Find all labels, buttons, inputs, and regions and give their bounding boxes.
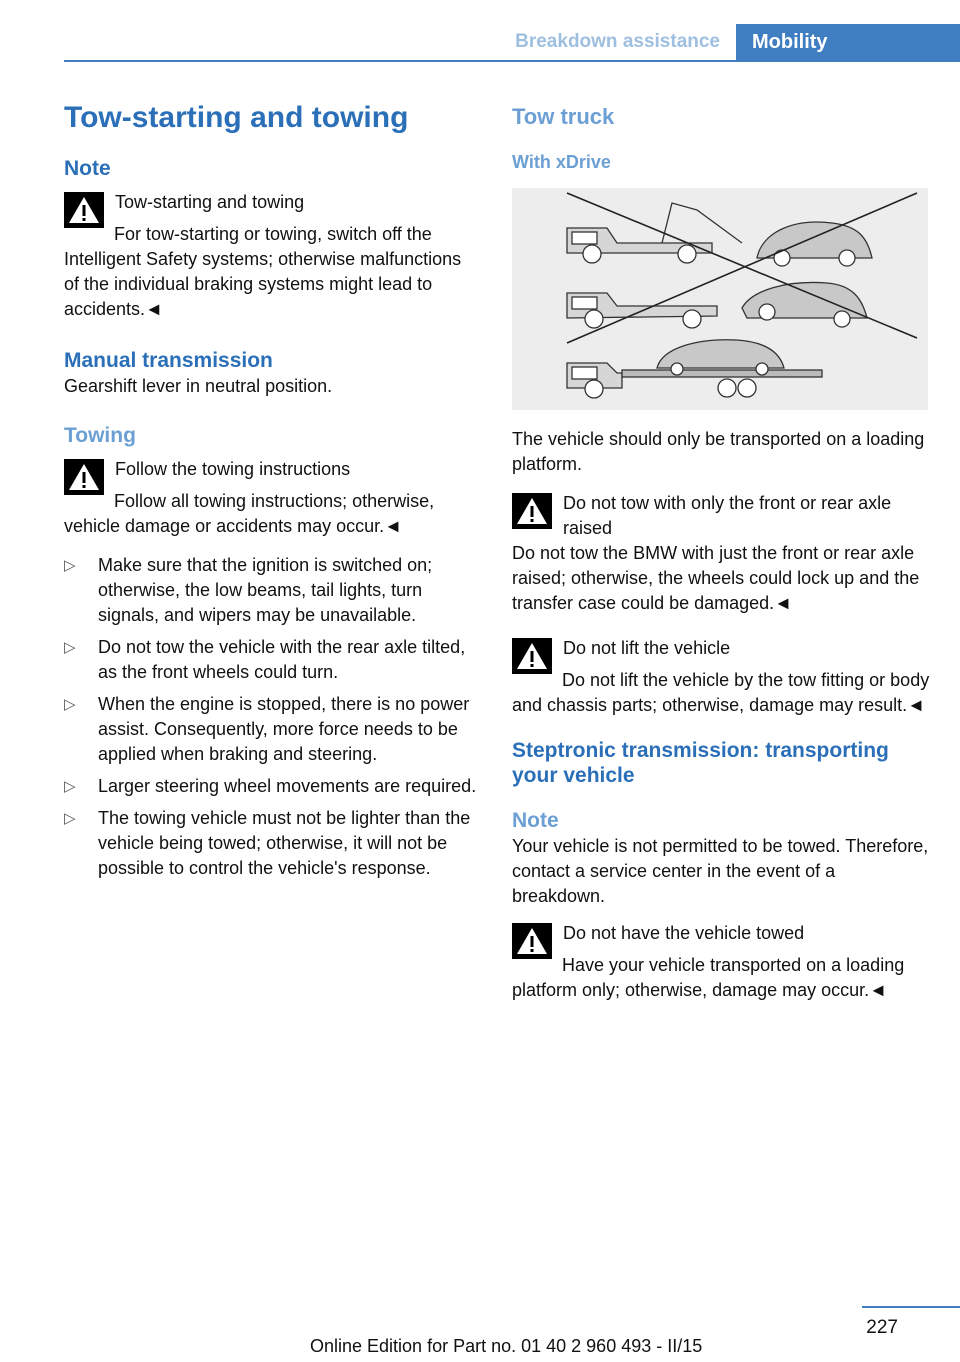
steptronic-note-text: Your vehicle is not permitted to be towed. Therefore, contact a service center in the event of a breakdown. [512,836,929,906]
header-section: Breakdown assistance [515,31,720,52]
towing-heading: Towing [64,424,136,447]
list-item: ▷ The towing vehicle must not be lighter than the vehicle being towed; otherwise, it will not be possible to control the vehicle's response. [64,808,471,878]
warning-body: Do not tow the BMW with just the front or rear axle raised; otherwise, the wheels could lock up and the transfer case could be damaged.◄ [512,543,920,613]
note-heading: Note [64,157,111,180]
warning-icon [512,493,552,529]
steptronic-note-heading: Note [512,809,559,832]
warning-icon [64,192,104,228]
warning-box [64,186,478,322]
warning-body: Do not lift the vehicle by the tow fitting or body and chassis parts; otherwise, damage may result.◄ [512,670,930,715]
header-tab: Mobility [736,24,960,62]
triangle-bullet-icon: ▷ [64,639,76,656]
page-number: 227 [866,1317,898,1338]
platform-text: The vehicle should only be transported on a loading platform. [512,429,925,474]
warning-body: For tow-starting or towing, switch off the Intelligent Safety systems; otherwise malfunctions of the individual braking systems might lead to accidents.◄ [64,224,462,319]
warning-title: Tow-starting and towing [115,192,305,212]
xdrive-subheading: With xDrive [512,152,611,172]
right-column [512,98,932,1003]
warning-icon [512,923,552,959]
triangle-bullet-icon: ▷ [64,696,76,713]
warning-icon [64,459,104,495]
list-item: ▷ Larger steering wheel movements are required. [64,774,478,799]
warning-body: Follow all towing instructions; otherwise, vehicle damage or accidents may occur.◄ [64,491,435,536]
warning-title: Do not have the vehicle towed [563,923,805,943]
left-column [64,98,478,888]
towing-bullet-list [64,553,478,881]
footer-rule [862,1306,960,1308]
warning-box [512,917,932,1003]
warning-box [64,453,478,539]
warning-box [512,487,932,616]
warning-title: Follow the towing instructions [115,459,351,479]
triangle-bullet-icon: ▷ [64,778,76,795]
warning-title: Do not lift the vehicle [563,638,731,658]
page-title: Tow-starting and towing [64,101,409,134]
tow-truck-heading: Tow truck [512,104,615,129]
warning-title: Do not tow with only the front or rear axle raised [563,493,892,538]
triangle-bullet-icon: ▷ [64,810,76,827]
header-rule [64,60,960,62]
manual-transmission-heading: Manual transmission [64,349,273,372]
triangle-bullet-icon: ▷ [64,557,76,574]
manual-transmission-text: Gearshift lever in neutral position. [64,376,333,396]
tow-truck-illustration [512,188,928,410]
list-item: ▷ Make sure that the ignition is switched on; otherwise, the low beams, tail lights, turn signals, and wipers may be unavailable. [64,555,433,625]
steptronic-heading: Steptronic transmission: transporting your vehicle [512,739,889,787]
list-item: ▷ Do not tow the vehicle with the rear axle tilted, as the front wheels could turn. [64,637,466,682]
edition-footer: Online Edition for Part no. 01 40 2 960 493 - II/15 [310,1336,703,1356]
warning-icon [512,638,552,674]
warning-box [512,632,932,718]
warning-body: Have your vehicle transported on a loading platform only; otherwise, damage may occur.◄ [512,955,905,1000]
list-item: ▷ When the engine is stopped, there is no power assist. Consequently, more force needs to be applied when braking and steering. [64,694,470,764]
